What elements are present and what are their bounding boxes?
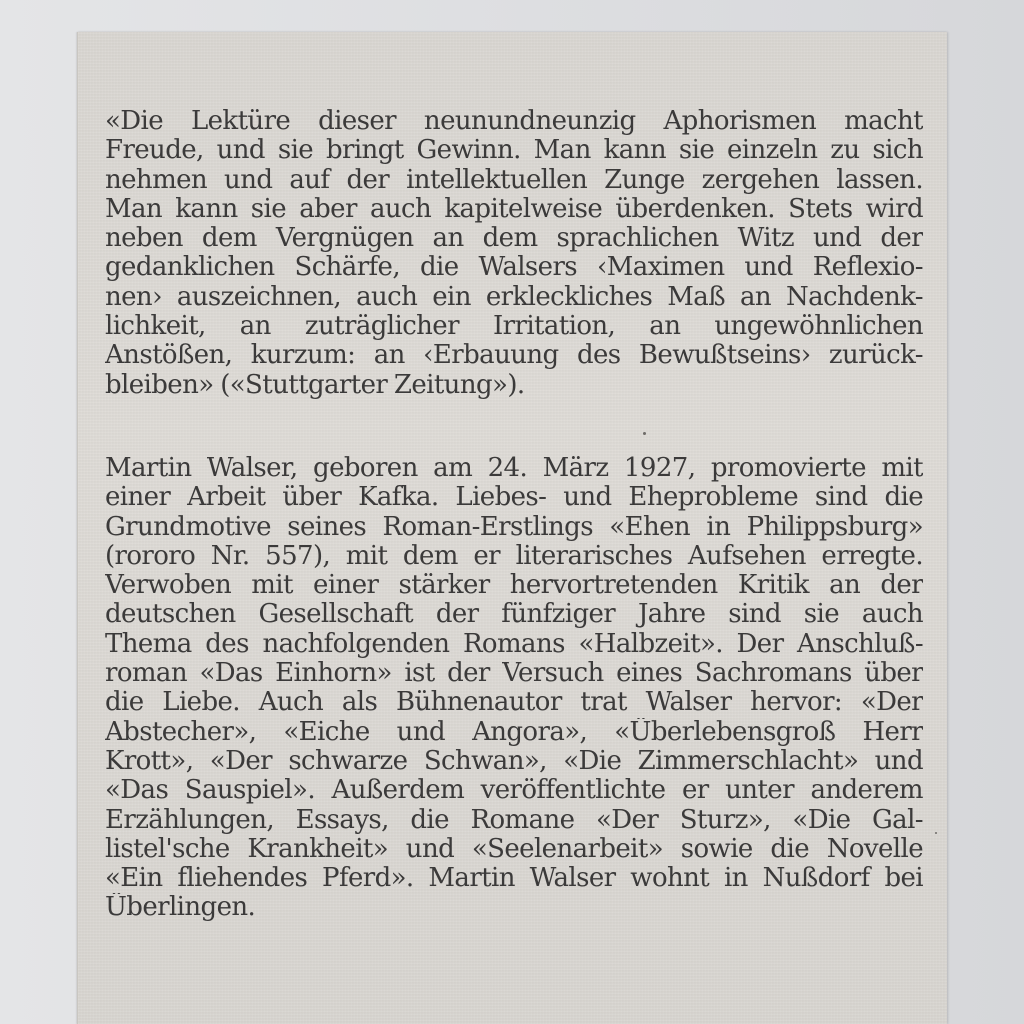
text-line: deutschen Gesellschaft der fünfziger Jahre sind sie auch	[105, 600, 923, 630]
text-line: «Die Lektüre dieser neunundneunzig Aphorismen macht	[105, 107, 923, 136]
paper-speck	[643, 432, 646, 435]
text-line: (rororo Nr. 557), mit dem er literarisches Aufsehen erregte.	[105, 541, 923, 571]
text-line: Abstecher», «Eiche und Angora», «Überlebensgroß Herr	[105, 717, 923, 747]
text-line: listel'sche Krankheit» und «Seelenarbeit» sowie die Novelle	[105, 834, 923, 864]
text-line: gedanklichen Schärfe, die Walsers ‹Maximen und Reflexio-	[105, 253, 923, 283]
text-line: Krott», «Der schwarze Schwan», «Die Zimmerschlacht» und	[105, 746, 923, 776]
text-line: Verwoben mit einer stärker hervortretenden Kritik an der	[105, 571, 923, 601]
text-line: Erzählungen, Essays, die Romane «Der Sturz», «Die Gal-	[105, 805, 923, 835]
text-line: «Das Sauspiel». Außerdem veröffentlichte er unter anderem	[105, 776, 923, 806]
text-line: roman «Das Einhorn» ist der Versuch eines Sachromans über	[105, 659, 923, 689]
book-back-cover	[77, 32, 947, 1024]
text-line: «Ein fliehendes Pferd». Martin Walser wohnt in Nußdorf bei	[105, 864, 923, 894]
text-line: Martin Walser, geboren am 24. März 1927, promovierte mit	[105, 454, 923, 483]
text-line: nehmen und auf der intellektuellen Zunge zergehen lassen.	[105, 165, 923, 195]
text-line: die Liebe. Auch als Bühnenautor trat Walser hervor: «Der	[105, 688, 923, 718]
text-line: Freude, und sie bringt Gewinn. Man kann sie einzeln zu sich	[105, 136, 923, 166]
author-bio-paragraph	[105, 454, 923, 923]
text-line: nen› auszeichnen, auch ein erkleckliches Maß an Nachdenk-	[105, 282, 923, 312]
text-line: neben dem Vergnügen an dem sprachlichen Witz und der	[105, 224, 923, 254]
text-line: bleiben» («Stuttgarter Zeitung»).	[105, 370, 525, 400]
text-line: lichkeit, an zuträglicher Irritation, an ungewöhnlichen	[105, 312, 923, 342]
text-line: Überlingen.	[105, 893, 256, 923]
text-line: Thema des nachfolgenden Romans «Halbzeit». Der Anschluß-	[105, 629, 923, 659]
paper-speck	[935, 832, 937, 834]
text-line: Man kann sie aber auch kapitelweise überdenken. Stets wird	[105, 194, 923, 224]
text-line: Grundmotive seines Roman-Erstlings «Ehen in Philippsburg»	[105, 512, 923, 542]
text-line: Anstößen, kurzum: an ‹Erbauung des Bewußtseins› zurück-	[105, 341, 923, 371]
text-line: einer Arbeit über Kafka. Liebes- und Eheprobleme sind die	[105, 483, 923, 513]
review-quote-paragraph	[105, 107, 923, 400]
